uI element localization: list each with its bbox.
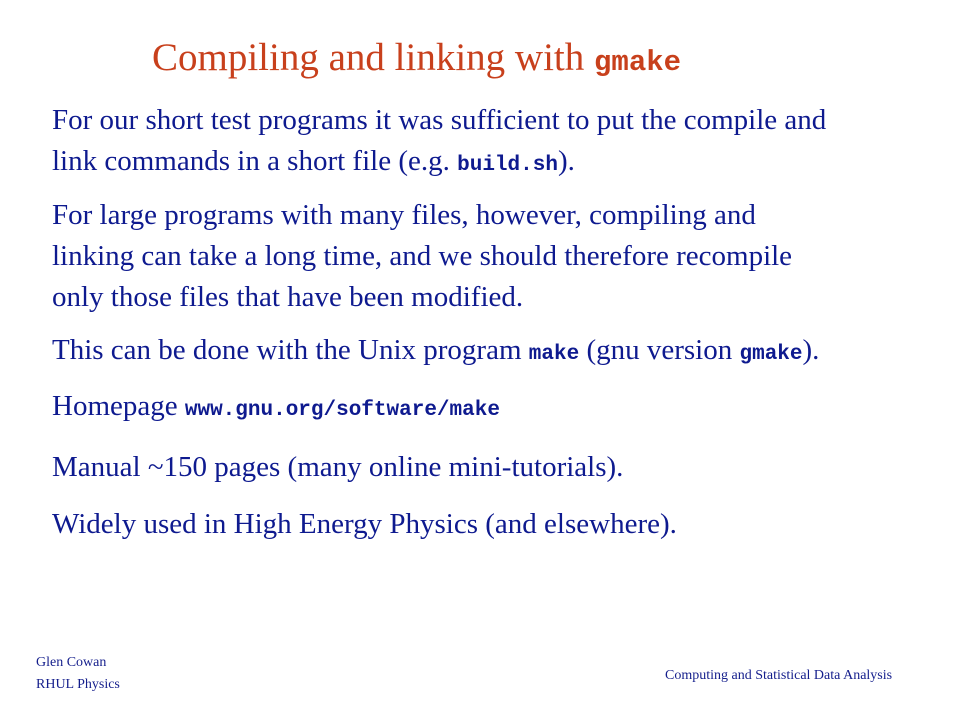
paragraph-homepage (52, 386, 932, 431)
homepage-label: Homepage (52, 390, 185, 422)
paragraph-usage (52, 504, 932, 545)
gmake-code: gmake (739, 343, 803, 366)
paragraph-manual (52, 447, 932, 488)
paragraph-large-programs (52, 195, 932, 318)
paragraph-test-programs (52, 100, 932, 186)
footer-course: Computing and Statistical Data Analysis (665, 668, 893, 683)
para1-line2 (52, 141, 932, 186)
para1-line1: For our short test programs it was sufficient to put the compile and (52, 104, 827, 136)
para1-line2-text: link commands in a short file (e.g. (52, 145, 458, 177)
para2-line1: For large programs with many files, however, compiling and (52, 199, 756, 231)
paragraph-make-program (52, 330, 932, 375)
para2-line3: only those files that have been modified. (52, 281, 524, 313)
para3-mid: (gnu version (579, 334, 740, 366)
build-sh-code: build.sh (457, 154, 558, 177)
homepage-url: www.gnu.org/software/make (184, 399, 500, 422)
footer-author: Glen Cowan (36, 655, 107, 670)
title-code: gmake (594, 46, 682, 79)
footer-affiliation: RHUL Physics (36, 677, 120, 692)
para1-line2-end: ). (557, 145, 575, 177)
manual-text: Manual ~150 pages (many online mini-tutorials). (52, 451, 624, 483)
para3-text: This can be done with the Unix program (52, 334, 529, 366)
para2-line2: linking can take a long time, and we should therefore recompile (52, 240, 793, 272)
usage-text: Widely used in High Energy Physics (and elsewhere). (52, 508, 677, 540)
para3-end: ). (802, 334, 820, 366)
make-code: make (528, 343, 580, 366)
title-text: Compiling and linking with (152, 36, 595, 79)
slide-title (152, 34, 681, 87)
footer-author-block (36, 652, 120, 696)
